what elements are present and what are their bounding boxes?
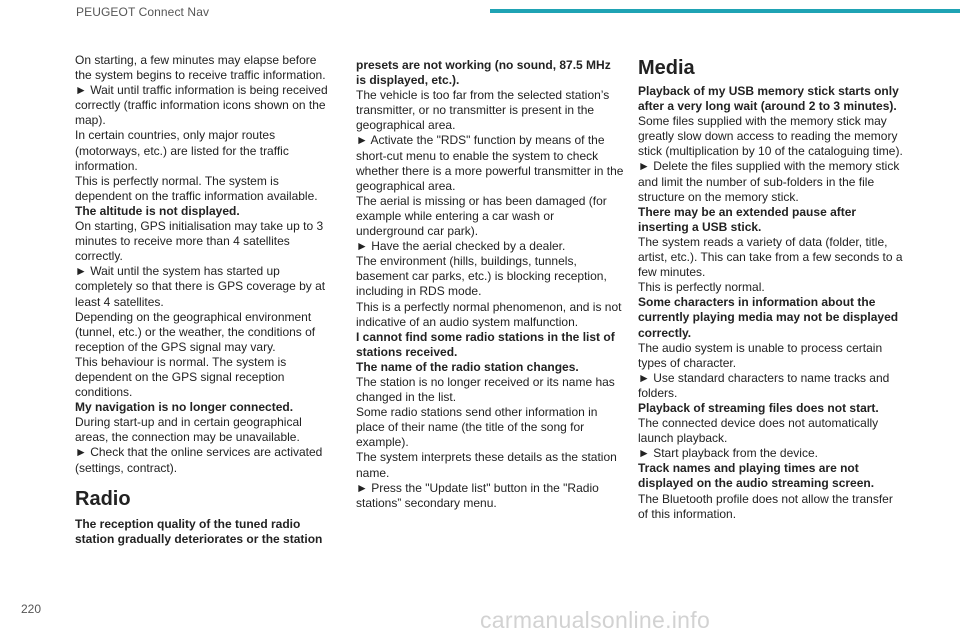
body-paragraph: The connected device does not automatically launch playback. (638, 416, 879, 446)
question-heading: There may be an extended pause after inserting a USB stick. (638, 204, 857, 234)
page-number: 220 (21, 602, 42, 616)
body-paragraph: ► Wait until traffic information is being received correctly (traffic information icons shown on the map). (75, 83, 328, 128)
body-paragraph: Depending on the geographical environment (tunnel, etc.) or the weather, the conditions of reception of the GPS signal may vary. (75, 309, 316, 354)
watermark-text: carmanualsonline.info (480, 607, 711, 633)
question-heading: Track names and playing times are not displayed on the audio streaming screen. (638, 461, 875, 491)
body-paragraph: This is a perfectly normal phenomenon, and is not indicative of an audio system malfunction. (356, 299, 622, 329)
body-paragraph: ► Activate the "RDS" function by means of the short-cut menu to enable the system to check whether there is a more powerful transmitter in the geographical area. (356, 133, 624, 193)
question-heading: I cannot find some radio stations in the list of stations received. (356, 329, 615, 359)
section-heading: Radio (75, 487, 131, 510)
running-header-title: PEUGEOT Connect Nav (76, 5, 210, 19)
question-heading: The reception quality of the tuned radio station gradually deteriorates or the station (75, 516, 323, 546)
body-paragraph: Some radio stations send other information in place of their name (the title of the song for example). (356, 405, 598, 450)
body-paragraph: This is perfectly normal. (638, 280, 765, 295)
body-paragraph: ► Press the "Update list" button in the "Radio stations” secondary menu. (356, 480, 599, 510)
text-column-3 (638, 55, 906, 522)
question-heading: Playback of streaming files does not start. (638, 400, 879, 415)
body-paragraph: ► Start playback from the device. (638, 446, 818, 461)
body-paragraph: The audio system is unable to process certain types of character. (638, 340, 883, 370)
header-accent-bar (490, 9, 960, 13)
body-paragraph: Some files supplied with the memory stick may greatly slow down access to reading the memory stick (multiplication by 10 of the cataloguing time). (638, 114, 903, 159)
body-paragraph: The aerial is missing or has been damaged (for example while entering a car wash or underground car park). (356, 193, 607, 239)
section-heading: Media (638, 57, 695, 79)
question-heading: Some characters in information about the currently playing media may not be displayed correctly. (638, 295, 899, 340)
question-heading: My navigation is no longer connected. (75, 400, 294, 415)
body-paragraph: The station is no longer received or its name has changed in the list. (356, 374, 615, 405)
body-paragraph: ► Delete the files supplied with the memory stick and limit the number of sub-folders in the file structure on the memory stick. (638, 159, 900, 204)
body-paragraph: On starting, GPS initialisation may take up to 3 minutes to receive more than 4 satellites correctly. (75, 219, 324, 264)
text-column-2 (356, 58, 624, 511)
body-paragraph: This is perfectly normal. The system is dependent on the traffic information available. (75, 173, 318, 203)
body-paragraph: ► Use standard characters to name tracks and folders. (638, 370, 890, 400)
body-paragraph: ► Check that the online services are activated (settings, contract). (75, 445, 323, 475)
question-heading: The name of the radio station changes. (356, 359, 579, 374)
body-paragraph: On starting, a few minutes may elapse before the system begins to receive traffic information. (75, 53, 326, 83)
body-paragraph: The vehicle is too far from the selected station’s transmitter, or no transmitter is present in the geographical area. (356, 88, 610, 133)
body-paragraph: ► Wait until the system has started up completely so that there is GPS coverage by at least 4 satellites. (75, 264, 326, 309)
body-paragraph: The system reads a variety of data (folder, title, artist, etc.). This can take from a few seconds to a few minutes. (638, 234, 903, 280)
question-heading: The altitude is not displayed. (75, 203, 240, 218)
body-paragraph: The environment (hills, buildings, tunnels, basement car parks, etc.) is blocking reception, including in RDS mode. (356, 254, 607, 299)
body-paragraph: ► Have the aerial checked by a dealer. (356, 239, 566, 254)
body-paragraph: In certain countries, only major routes (motorways, etc.) are listed for the traffic information. (75, 128, 289, 173)
text-column-1 (75, 53, 335, 547)
question-heading: presets are not working (no sound, 87.5 MHz is displayed, etc.). (356, 58, 611, 88)
body-paragraph: The system interprets these details as the station name. (356, 450, 617, 480)
body-paragraph: The Bluetooth profile does not allow the transfer of this information. (638, 491, 893, 521)
body-paragraph: During start-up and in certain geographical areas, the connection may be unavailable. (75, 415, 302, 445)
body-paragraph: This behaviour is normal. The system is dependent on the GPS signal reception conditions. (75, 354, 287, 400)
question-heading: Playback of my USB memory stick starts only after a very long wait (around 2 to 3 minutes). (638, 84, 899, 114)
